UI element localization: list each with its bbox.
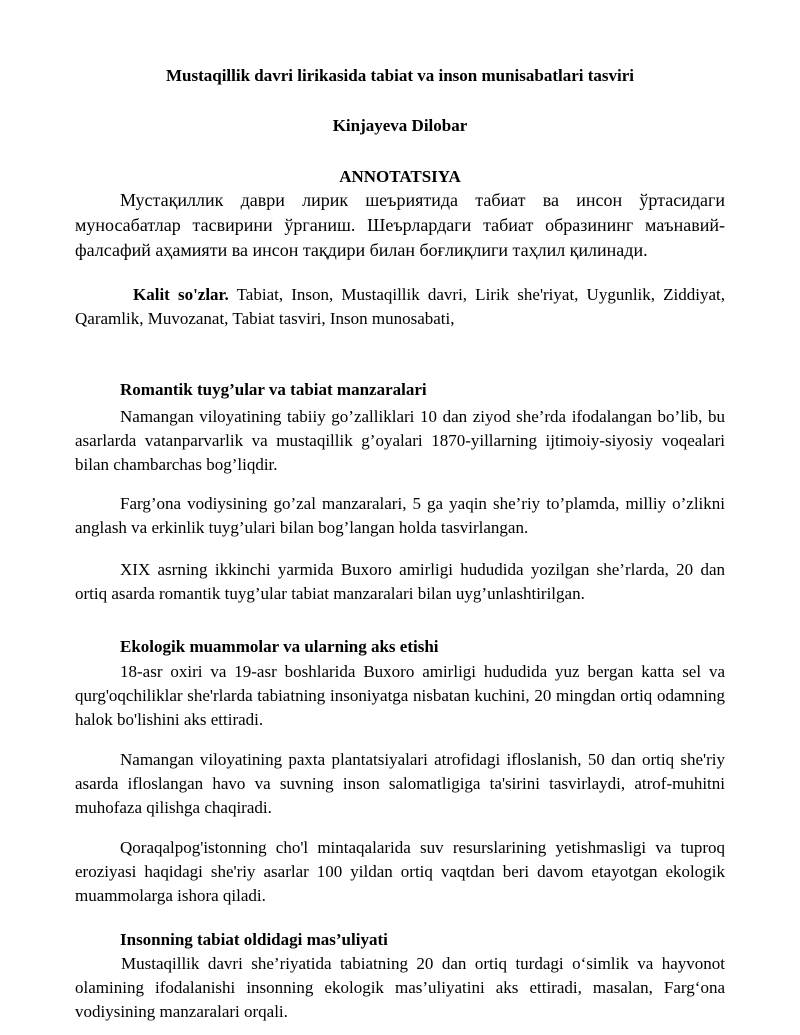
keywords-list: Tabiat, Inson, Mustaqillik davri, Lirik she'riyat, Uygunlik, Ziddiyat, Qaramlik, Muvozanat, Tabiat tasviri, Inson munosabati, xyxy=(75,285,725,328)
annotation-heading: ANNOTATSIYA xyxy=(339,167,461,186)
keywords-paragraph xyxy=(75,283,725,331)
section-heading: Insonning tabiat oldidagi mas’uliyati xyxy=(120,930,388,949)
section-paragraph: Mustaqillik davri she’riyatida tabiatning 20 dan ortiq turdagi o‘simlik va hayvonot olamining ifodalanishi insonning ekologik mas’uliyatini aks ettiradi, masalan, Farg‘ona vodiysining manzaralari orqali. xyxy=(75,954,725,1021)
document-title: Mustaqillik davri lirikasida tabiat va inson munisabatlari tasviri xyxy=(165,66,635,85)
section-paragraph: XIX asrning ikkinchi yarmida Buxoro amirligi hududida yozilgan she’rlarda, 20 dan ortiq asarda romantik tuyg’ular tabiat manzaralari bilan uyg’unlashtirilgan. xyxy=(75,560,725,603)
annotation-paragraph: Мустақиллик даври лирик шеъриятида табиат ва инсон ўртасидаги муносабатлар тасвирини ўрганиш. Шеърлардаги табиат образининг маънавий-фалсафий аҳамияти ва инсон тақдири билан боғлиқлиги таҳлил қилинади. xyxy=(75,190,725,260)
section-paragraph: Namangan viloyatining paxta plantatsiyalari atrofidagi ifloslanish, 50 dan ortiq she'riy asarda ifloslangan havo va suvning inson salomatligiga ta'sirini tasvirlaydi, atrof-muhitni muhofaza qilishga chaqiradi. xyxy=(75,750,725,817)
section-heading: Ekologik muammolar va ularning aks etishi xyxy=(120,637,439,656)
section-heading: Romantik tuyg’ular va tabiat manzaralari xyxy=(120,380,427,399)
section-paragraph: Qoraqalpog'istonning cho'l mintaqalarida suv resurslarining yetishmasligi va tuproq eroziyasi haqidagi she'riy asarlar 100 yildan ortiq vaqtdan beri davom etayotgan ekologik muammolarga ishora qiladi. xyxy=(75,838,725,905)
section-paragraph: Farg’ona vodiysining go’zal manzaralari, 5 ga yaqin she’riy to’plamda, milliy o’zlikni anglash va erkinlik tuyg’ulari bilan bog’langan holda tasvirlangan. xyxy=(75,494,725,537)
section-paragraph: Namangan viloyatining tabiiy go’zalliklari 10 dan ziyod she’rda ifodalangan bo’lib, bu asarlarda vatanparvarlik va mustaqillik g’oyalari 1870-yillarning ijtimoiy-siyosiy voqealari bilan chambarchas bog’liqdir. xyxy=(75,407,725,474)
author-name: Kinjayeva Dilobar xyxy=(332,116,468,135)
section-paragraph: 18-asr oxiri va 19-asr boshlarida Buxoro amirligi hududida yuz bergan katta sel va qurg'oqchiliklar she'rlarda tabiatning insoniyatga nisbatan kuchini, 20 mingdan ortiq odamning halok bo'lishini aks ettiradi. xyxy=(75,662,725,729)
keywords-label: Kalit so'zlar. xyxy=(133,285,229,304)
